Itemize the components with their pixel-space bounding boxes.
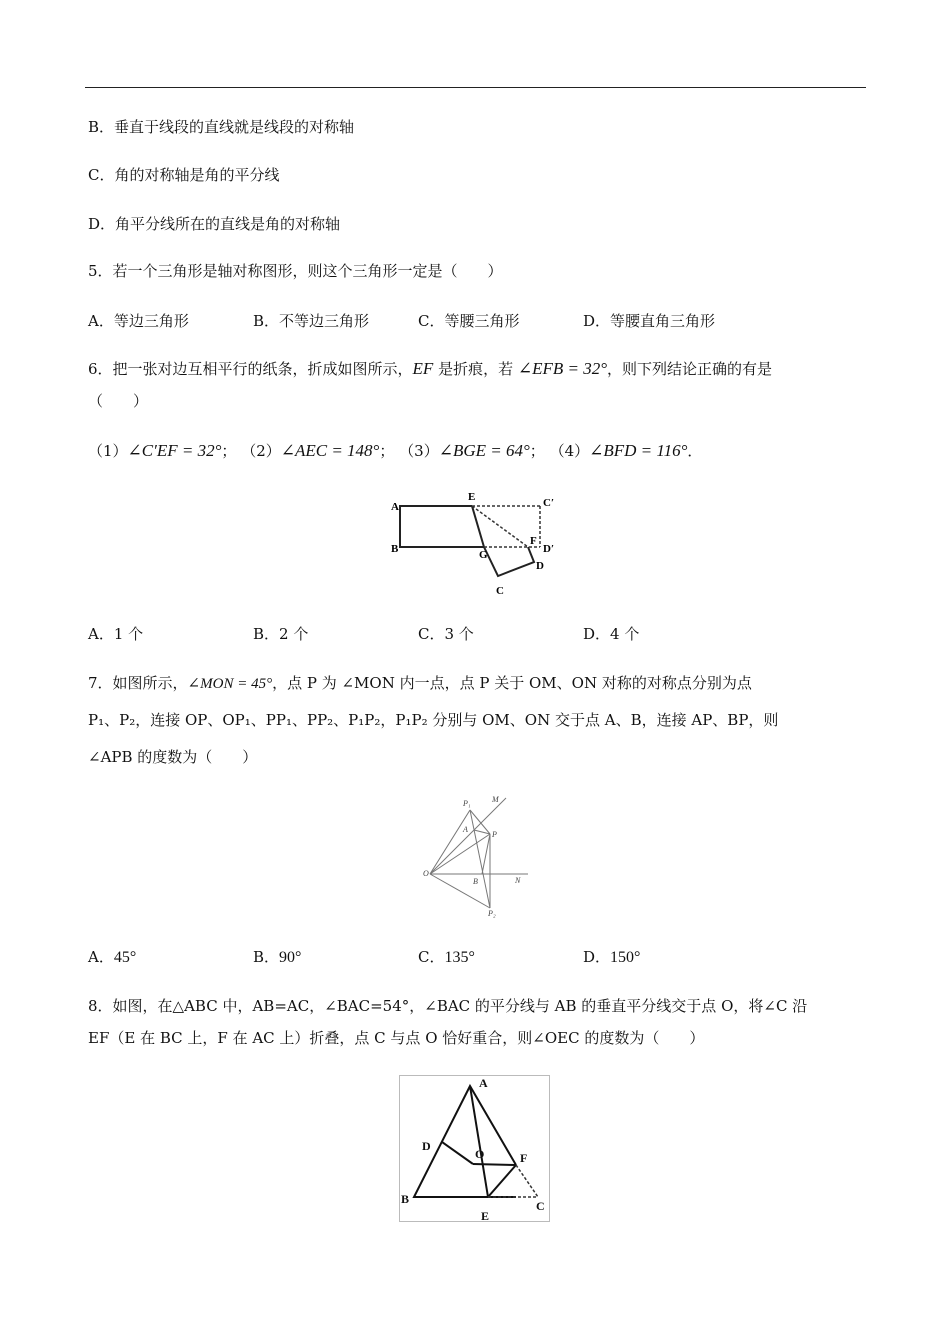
q6-label-f: F bbox=[530, 535, 537, 547]
q6-label-e: E bbox=[468, 491, 476, 503]
q7-line1 bbox=[88, 673, 752, 694]
q6-label-c-prime: C′ bbox=[543, 497, 555, 509]
q7-label-p1: P₁ bbox=[463, 799, 471, 808]
q6-c2-sep: ； bbox=[379, 442, 395, 460]
q6-c1-expr: ∠C′EF = 32° bbox=[127, 441, 222, 460]
q7-option-b-value: 90° bbox=[279, 949, 302, 966]
q7-label-m: M bbox=[492, 795, 499, 804]
q6-conclusions bbox=[88, 441, 702, 461]
q6-option-c: C．3 个 bbox=[418, 625, 474, 643]
q6-label-d-prime: D′ bbox=[543, 543, 555, 555]
q8-label-e: E bbox=[481, 1209, 490, 1223]
q6-fold-figure bbox=[388, 490, 568, 600]
q7-option-a-value: 45° bbox=[113, 949, 137, 966]
q6-stem bbox=[88, 359, 772, 379]
q6-option-d: D．4 个 bbox=[583, 625, 640, 643]
q8-label-a: A bbox=[479, 1076, 488, 1090]
q6-c3-label: （3） bbox=[399, 442, 439, 460]
q7-line2: P₁、P₂，连接 OP、OP₁、PP₁、PP₂、P₁P₂，P₁P₂ 分别与 OM、ON 交于点 A、B，连接 AP、BP，则 bbox=[88, 711, 779, 729]
q7-line1-b: ，点 P 为 ∠MON 内一点，点 P 关于 OM、ON 对称的对称点分别为点 bbox=[272, 674, 752, 692]
q7-option-a-letter: A． bbox=[88, 948, 114, 966]
q7-option-b-letter: B． bbox=[253, 948, 280, 966]
q5-option-b: B．不等边三角形 bbox=[253, 312, 370, 330]
q6-stem-b: 是折痕，若 bbox=[433, 360, 518, 378]
q6-label-c: C bbox=[496, 585, 504, 597]
q6-label-a: A bbox=[391, 501, 399, 513]
q6-ef: EF bbox=[412, 359, 434, 378]
q7-option-a bbox=[88, 947, 136, 968]
q6-c3-expr: ∠BGE = 64° bbox=[438, 441, 530, 460]
q6-label-b: B bbox=[391, 543, 399, 555]
q7-reflection-figure bbox=[418, 790, 530, 918]
q7-option-d bbox=[583, 947, 640, 968]
q8-label-o: O bbox=[475, 1147, 485, 1161]
q6-c4-sep: ． bbox=[687, 442, 703, 460]
q6-c2-label: （2） bbox=[241, 442, 281, 460]
q7-seg-bp bbox=[482, 834, 490, 874]
q6-c3-sep: ； bbox=[529, 442, 545, 460]
q7-line3: ∠APB 的度数为（ ） bbox=[88, 748, 258, 766]
q8-segment-of bbox=[473, 1164, 516, 1165]
q6-option-b: B．2 个 bbox=[253, 625, 309, 643]
q5-option-c: C．等腰三角形 bbox=[418, 312, 520, 330]
q5-option-a: A．等边三角形 bbox=[88, 312, 189, 330]
q7-option-d-value: 150° bbox=[610, 949, 641, 966]
q5-option-d: D．等腰直角三角形 bbox=[583, 312, 716, 330]
q7-seg-op1 bbox=[430, 810, 470, 874]
q4-option-b: B．垂直于线段的直线就是线段的对称轴 bbox=[88, 118, 355, 136]
q5-stem: 5．若一个三角形是轴对称图形，则这个三角形一定是（ ） bbox=[88, 262, 503, 280]
q8-line2: EF（E 在 BC 上，F 在 AC 上）折叠，点 C 与点 O 恰好重合，则∠OEC 的度数为（ ） bbox=[88, 1029, 705, 1047]
q6-stem-a: 6．把一张对边互相平行的纸条，折成如图所示， bbox=[88, 360, 413, 378]
q7-option-d-letter: D． bbox=[583, 948, 611, 966]
q7-label-p: P bbox=[492, 830, 497, 839]
q6-c1-label: （1） bbox=[88, 442, 128, 460]
q6-c1-sep: ； bbox=[221, 442, 237, 460]
q8-triangle-figure bbox=[398, 1074, 553, 1226]
q7-option-c-value: 135° bbox=[444, 949, 475, 966]
q8-label-f: F bbox=[520, 1151, 528, 1165]
q7-label-o: O bbox=[423, 869, 429, 878]
q7-line1-a: 7．如图所示， bbox=[88, 674, 188, 692]
q7-option-b bbox=[253, 947, 301, 968]
q6-label-g: G bbox=[479, 549, 488, 561]
q6-label-d: D bbox=[536, 560, 544, 572]
q7-seg-op2 bbox=[430, 874, 490, 908]
q7-label-p2: P₂ bbox=[488, 909, 496, 918]
q8-line1: 8．如图，在△ABC 中，AB=AC，∠BAC=54°，∠BAC 的平分线与 AB 的垂直平分线交于点 O，将∠C 沿 bbox=[88, 997, 808, 1015]
q8-label-b: B bbox=[401, 1192, 410, 1206]
q6-c2-expr: ∠AEC = 148° bbox=[280, 441, 380, 460]
q7-option-c bbox=[418, 947, 475, 968]
q6-c4-label: （4） bbox=[549, 442, 590, 460]
q6-angle-given: ∠EFB = 32° bbox=[517, 359, 608, 378]
q7-label-n: N bbox=[515, 876, 521, 885]
q8-label-c: C bbox=[536, 1199, 545, 1213]
q7-option-c-letter: C． bbox=[418, 948, 445, 966]
q6-option-a: A．1 个 bbox=[88, 625, 144, 643]
q6-stem-c: ，则下列结论正确的有是 bbox=[607, 360, 773, 378]
q7-seg-op bbox=[430, 834, 490, 874]
q6-stem-d: （ ） bbox=[88, 392, 149, 410]
q4-option-d: D．角平分线所在的直线是角的对称轴 bbox=[88, 215, 341, 233]
q4-option-c: C．角的对称轴是角的平分线 bbox=[88, 166, 280, 184]
q7-label-b: B bbox=[473, 877, 478, 886]
q7-label-a: A bbox=[463, 825, 468, 834]
q8-label-d: D bbox=[422, 1139, 431, 1153]
q7-angle: ∠MON = 45° bbox=[187, 676, 273, 692]
header-rule bbox=[85, 87, 866, 88]
q6-c4-expr: ∠BFD = 116° bbox=[589, 441, 688, 460]
